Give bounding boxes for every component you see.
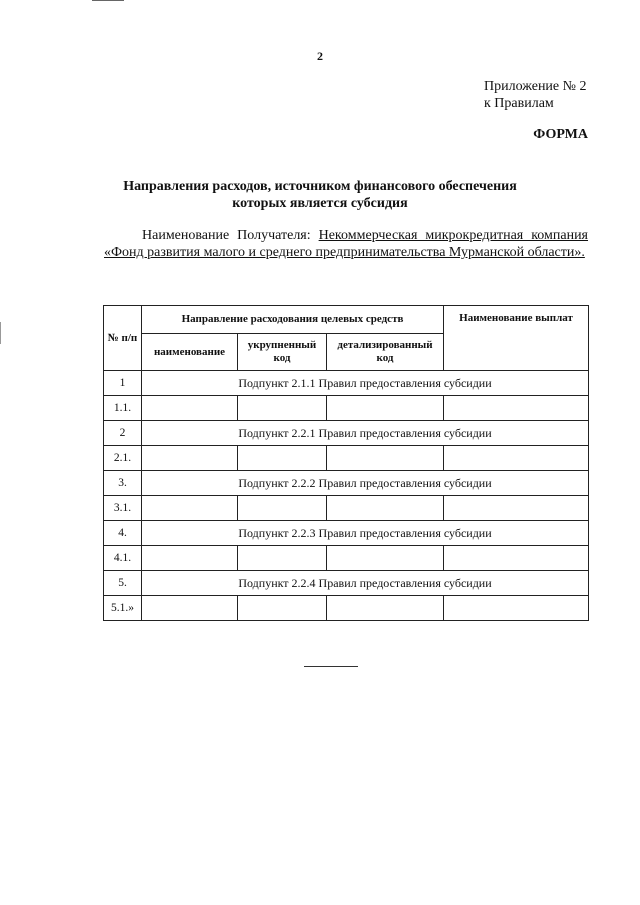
- cell-code-aggregated: [238, 546, 327, 571]
- table-row: [104, 521, 589, 546]
- appendix-header: [484, 78, 587, 112]
- row-num: 2: [104, 421, 142, 446]
- table-row: [104, 496, 589, 521]
- recipient-value: Некоммерческая микрокредитная компания «Фонд развития малого и среднего предпринимательства Мурманской области».: [104, 228, 589, 260]
- cell-code-aggregated: [238, 596, 327, 621]
- appendix-line-2: к Правилам: [484, 96, 554, 111]
- row-subpoint: Подпункт 2.1.1 Правил предоставления субсидии: [142, 371, 589, 396]
- form-label: ФОРМА: [533, 127, 588, 142]
- recipient-paragraph: [104, 227, 588, 261]
- cell-name: [142, 546, 238, 571]
- row-num: 4.1.: [104, 546, 142, 571]
- row-subpoint: Подпункт 2.2.3 Правил предоставления субсидии: [142, 521, 589, 546]
- cell-name: [142, 496, 238, 521]
- document-title: [90, 178, 550, 212]
- cell-payments: [444, 396, 589, 421]
- header-num: № п/п: [104, 306, 142, 371]
- cell-code-aggregated: [238, 496, 327, 521]
- expense-directions-table: [103, 305, 589, 621]
- header-payments: Наименование выплат: [444, 306, 589, 371]
- cell-name: [142, 596, 238, 621]
- header-code-detailed: детализированный код: [327, 334, 444, 371]
- row-subpoint: Подпункт 2.2.4 Правил предоставления субсидии: [142, 571, 589, 596]
- cell-code-aggregated: [238, 396, 327, 421]
- table-row: [104, 571, 589, 596]
- title-line-2: которых является субсидия: [232, 196, 408, 211]
- cell-payments: [444, 546, 589, 571]
- row-num: 1.1.: [104, 396, 142, 421]
- row-num: 3.1.: [104, 496, 142, 521]
- row-num: 5.: [104, 571, 142, 596]
- title-line-1: Направления расходов, источником финансового обеспечения: [123, 179, 517, 194]
- top-edge-line: [92, 0, 124, 1]
- cell-code-detailed: [327, 546, 444, 571]
- cell-payments: [444, 446, 589, 471]
- row-num: 4.: [104, 521, 142, 546]
- cell-code-detailed: [327, 396, 444, 421]
- cell-code-detailed: [327, 596, 444, 621]
- header-code-aggregated: укрупненный код: [238, 334, 327, 371]
- table-row: [104, 596, 589, 621]
- table-row: [104, 396, 589, 421]
- table-row: [104, 471, 589, 496]
- row-subpoint: Подпункт 2.2.1 Правил предоставления субсидии: [142, 421, 589, 446]
- cell-code-detailed: [327, 496, 444, 521]
- left-margin-mark: [0, 322, 1, 344]
- cell-payments: [444, 496, 589, 521]
- recipient-label: Наименование Получателя:: [142, 228, 311, 243]
- table-row: [104, 421, 589, 446]
- cell-code-aggregated: [238, 446, 327, 471]
- header-direction: Направление расходования целевых средств: [142, 306, 444, 334]
- row-num: 5.1.»: [104, 596, 142, 621]
- table-row: [104, 446, 589, 471]
- closing-separator-line: [304, 666, 358, 667]
- cell-name: [142, 396, 238, 421]
- header-name: наименование: [142, 334, 238, 371]
- row-num: 1: [104, 371, 142, 396]
- page-number: 2: [317, 49, 323, 63]
- cell-code-detailed: [327, 446, 444, 471]
- table-row: [104, 371, 589, 396]
- table-row: [104, 546, 589, 571]
- row-subpoint: Подпункт 2.2.2 Правил предоставления субсидии: [142, 471, 589, 496]
- row-num: 3.: [104, 471, 142, 496]
- cell-payments: [444, 596, 589, 621]
- appendix-line-1: Приложение № 2: [484, 79, 587, 94]
- cell-name: [142, 446, 238, 471]
- row-num: 2.1.: [104, 446, 142, 471]
